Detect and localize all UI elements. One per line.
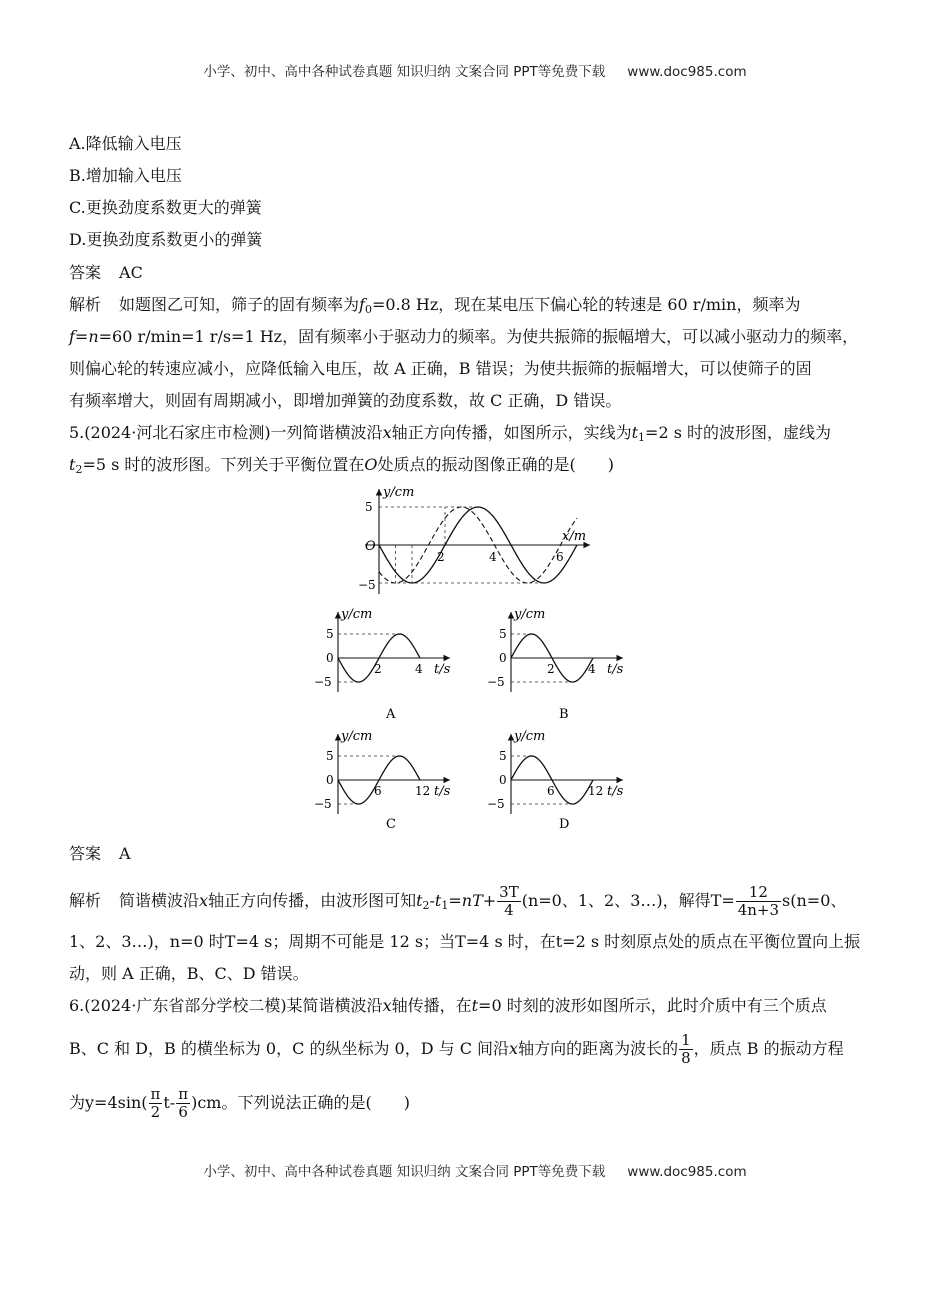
analysis-4-line-4: 有频率增大，则固有周期减小，即增加弹簧的劲度系数，故 C 正确，D 错误。 — [69, 391, 622, 410]
option-a: A.降低输入电压 — [69, 134, 182, 153]
option-letter: A — [386, 707, 396, 722]
answer-label: 答案 — [69, 263, 102, 282]
y-tick-0: 0 — [499, 651, 507, 665]
option-b: B.增加输入电压 — [69, 166, 182, 185]
analysis-5-line-3: 动，则 A 正确，B、C、D 错误。 — [69, 964, 309, 983]
x-tick-end: 4 — [588, 662, 596, 676]
y-tick-5: 5 — [499, 627, 507, 641]
analysis-4-line-2: f=n=60 r/min=1 r/s=1 Hz，固有频率小于驱动力的频率。为使共振筛的振幅增大，可以减小驱动力的频率， — [69, 327, 859, 346]
fraction-1-8: $\frac{1}{8}$ — [681, 1031, 691, 1067]
y-axis-label: y/cm — [341, 607, 373, 622]
x-tick-mid: 2 — [547, 662, 555, 676]
option-letter: D — [559, 817, 570, 832]
y-tick-5: 5 — [365, 500, 373, 514]
option-chart-d — [483, 728, 633, 834]
x-tick-end: 4 — [415, 662, 423, 676]
footer-text: 小学、初中、高中各种试卷真题 知识归纳 文案合同 PPT等免费下载 — [203, 1164, 606, 1180]
analysis-label: 解析 — [69, 295, 102, 314]
y-tick-5: 5 — [499, 749, 507, 763]
y-tick-0: 0 — [499, 773, 507, 787]
y-tick-neg5: −5 — [358, 578, 376, 592]
y-axis-label: y/cm — [514, 729, 546, 744]
wave-figure — [355, 484, 595, 599]
option-c: C.更换劲度系数更大的弹簧 — [69, 198, 262, 217]
y-tick-0: 0 — [326, 651, 334, 665]
answer-value: AC — [119, 263, 143, 282]
y-tick-0: 0 — [326, 773, 334, 787]
y-tick-5: 5 — [326, 627, 334, 641]
y-tick-neg5: −5 — [487, 675, 505, 689]
question-6-line-3: 为y=4sin( $\frac{\pi}{2}$ t- $\frac{\pi}{6}$ )cm。下列说法正确的是( ) — [69, 1085, 410, 1121]
option-chart-a — [310, 606, 460, 724]
x-tick-end: 12 — [588, 784, 604, 798]
header-url[interactable]: www.doc985.com — [627, 64, 747, 80]
option-chart-b — [483, 606, 633, 724]
x-tick-end: 12 — [415, 784, 431, 798]
question-6-line-1: 6.(2024·广东省部分学校二模)某简谐横波沿x轴传播，在t=0 时刻的波形如图所示，此时介质中有三个质点 — [69, 996, 827, 1015]
fraction-pi-2: $\frac{\pi}{2}$ — [150, 1085, 161, 1121]
y-axis-label: y/cm — [514, 607, 546, 622]
x-axis-label: x/m — [562, 529, 587, 544]
answer-4 — [69, 263, 143, 283]
question-5-line-1: 5.(2024·河北石家庄市检测)一列简谐横波沿x轴正方向传播，如图所示，实线为$t_1=2$ s 时的波形图，虚线为 — [69, 423, 832, 444]
page-header — [0, 60, 950, 80]
y-tick-5: 5 — [326, 749, 334, 763]
origin-label: O — [365, 539, 376, 554]
y-axis-label: y/cm — [383, 485, 415, 500]
t-axis-label: t/s — [434, 784, 451, 799]
t-axis-label: t/s — [434, 662, 451, 677]
option-letter: C — [386, 817, 396, 832]
y-axis-label: y/cm — [341, 729, 373, 744]
question-5-line-2: $t_2=5$ s 时的波形图。下列关于平衡位置在O处质点的振动图像正确的是( ) — [69, 455, 615, 476]
t-axis-label: t/s — [607, 662, 624, 677]
page-footer — [0, 1160, 950, 1180]
footer-url[interactable]: www.doc985.com — [627, 1164, 747, 1180]
x-tick-2: 2 — [437, 550, 445, 564]
y-tick-neg5: −5 — [487, 797, 505, 811]
y-tick-neg5: −5 — [314, 675, 332, 689]
question-6-line-2: B、C 和 D，B 的横坐标为 0，C 的纵坐标为 0，D 与 C 间沿x轴方向的距离为波长的 $\frac{1}{8}$ ，质点 B 的振动方程 — [69, 1031, 844, 1067]
analysis-4-line-1: 解析 如题图乙可知，筛子的固有频率为$f_0=0.8$ Hz，现在某电压下偏心轮的转速是 60 r/min，频率为 — [69, 295, 801, 316]
header-text: 小学、初中、高中各种试卷真题 知识归纳 文案合同 PPT等免费下载 — [203, 64, 606, 80]
x-tick-mid: 6 — [374, 784, 382, 798]
fraction-3t-4: $\frac{3T}{4}$ — [499, 883, 519, 919]
x-tick-4: 4 — [489, 550, 497, 564]
analysis-5-line-2: 1、2、3…)，n=0 时T=4 s；周期不可能是 12 s；当T=4 s 时，在t=2 s 时刻原点处的质点在平衡位置向上振 — [69, 932, 861, 951]
fraction-12-4n3: $\frac{12}{4n+3}$ — [737, 883, 780, 919]
x-tick-mid: 2 — [374, 662, 382, 676]
x-tick-6: 6 — [556, 550, 564, 564]
y-tick-neg5: −5 — [314, 797, 332, 811]
t-axis-label: t/s — [607, 784, 624, 799]
answer-5: 答案 A — [69, 844, 131, 863]
analysis-4-line-3: 则偏心轮的转速应减小，应降低输入电压，故 A 正确，B 错误；为使共振筛的振幅增大，可以使筛子的固 — [69, 359, 812, 378]
option-letter: B — [559, 707, 569, 722]
option-d: D.更换劲度系数更小的弹簧 — [69, 230, 263, 249]
fraction-pi-6: $\frac{\pi}{6}$ — [178, 1085, 189, 1121]
option-chart-c — [310, 728, 460, 834]
analysis-5-line-1: 解析 简谐横波沿x轴正方向传播，由波形图可知$t_2-t_1=nT+$ $\frac{3T}{4}$ (n=0、1、2、3…)，解得T= $\frac{12}{4n+3}$ s(n=0、 — [69, 883, 847, 919]
x-tick-mid: 6 — [547, 784, 555, 798]
